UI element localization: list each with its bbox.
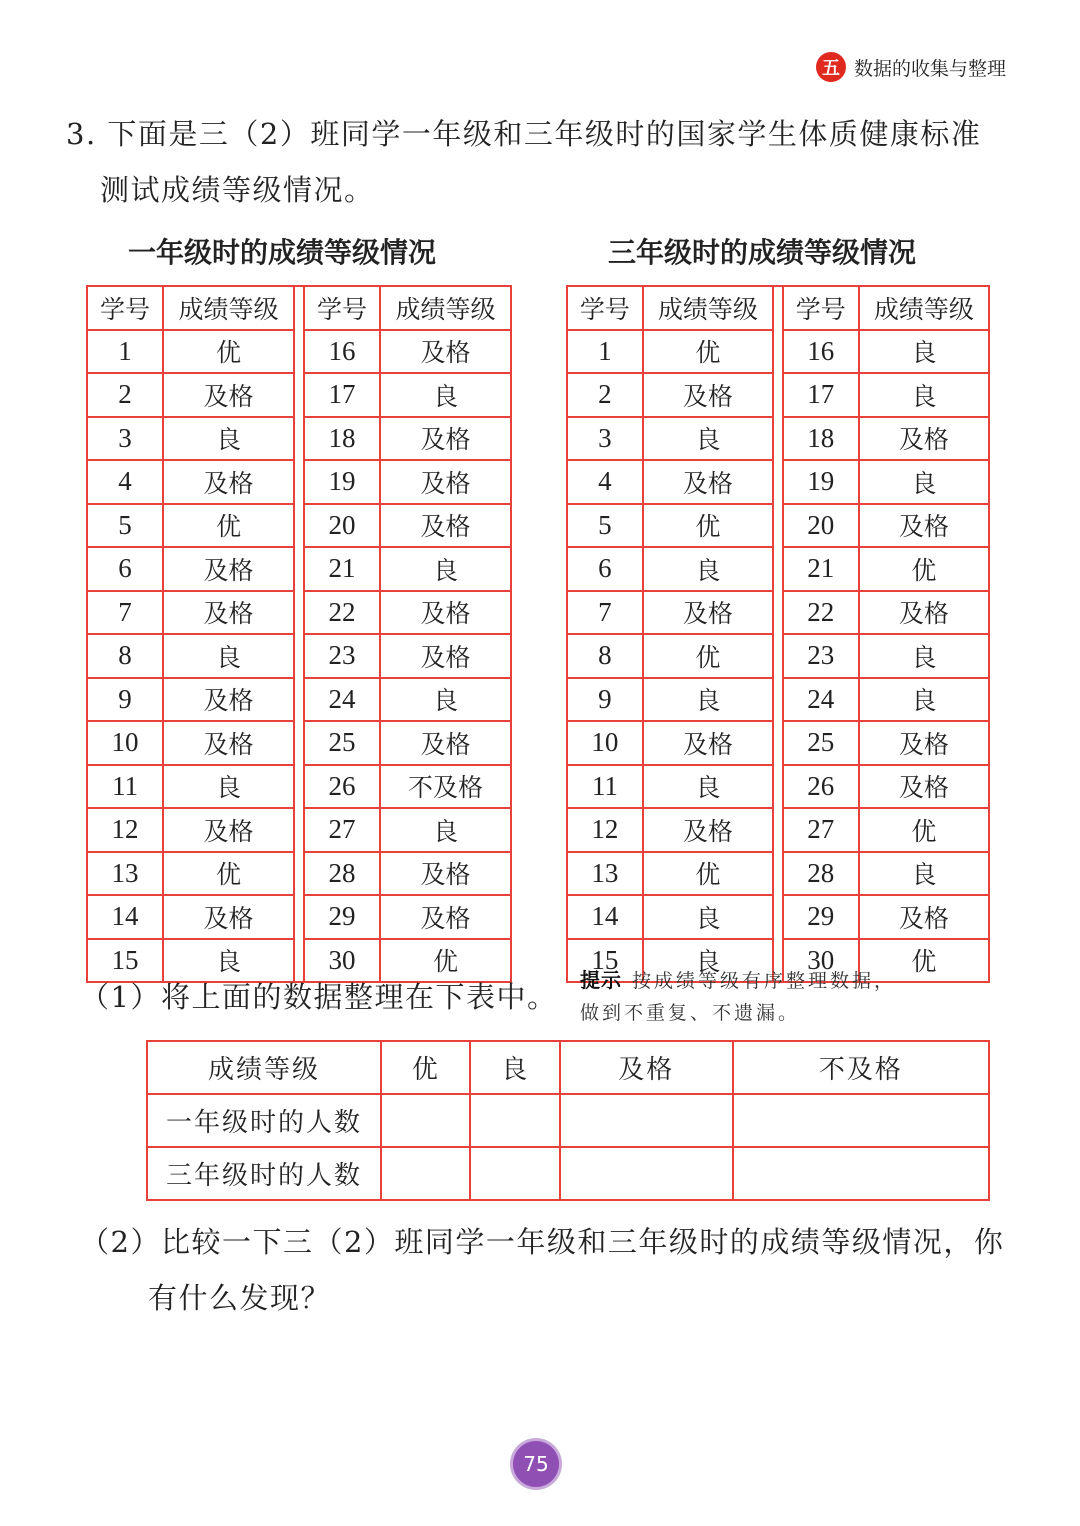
- question-line-2: 测试成绩等级情况。: [100, 173, 375, 207]
- header-cell: 成绩等级: [380, 286, 511, 330]
- answer-cell[interactable]: [381, 1147, 470, 1200]
- page-number: 75: [513, 1441, 559, 1487]
- student-id-cell: 8: [87, 634, 163, 678]
- grade-cell: 良: [380, 373, 511, 417]
- student-id-cell: 7: [567, 591, 643, 635]
- table-row: [87, 591, 511, 635]
- table-row: [567, 634, 989, 678]
- column-divider: [773, 808, 783, 852]
- student-id-cell: 7: [87, 591, 163, 635]
- grade-cell: 及格: [163, 547, 294, 591]
- column-divider: [294, 721, 304, 765]
- answer-cell[interactable]: [560, 1094, 733, 1147]
- student-id-cell: 14: [567, 895, 643, 939]
- grade-cell: 及格: [380, 417, 511, 461]
- student-id-cell: 19: [304, 460, 380, 504]
- grade-cell: 及格: [643, 460, 773, 504]
- student-id-cell: 8: [567, 634, 643, 678]
- column-divider: [773, 504, 783, 548]
- hint-label: 提示: [580, 968, 622, 992]
- grade-cell: 及格: [859, 765, 989, 809]
- student-id-cell: 26: [304, 765, 380, 809]
- student-id-cell: 20: [783, 504, 859, 548]
- grade-cell: 及格: [380, 460, 511, 504]
- table-row: [87, 460, 511, 504]
- grade-cell: 良: [859, 330, 989, 374]
- grade-cell: 及格: [380, 634, 511, 678]
- header-cell: 成绩等级: [163, 286, 294, 330]
- student-id-cell: 4: [567, 460, 643, 504]
- student-id-cell: 23: [304, 634, 380, 678]
- question-line-1: 3. 下面是三（2）班同学一年级和三年级时的国家学生体质健康标准: [66, 117, 982, 151]
- grade-cell: 及格: [380, 330, 511, 374]
- student-id-cell: 5: [87, 504, 163, 548]
- student-id-cell: 11: [87, 765, 163, 809]
- student-id-cell: 18: [783, 417, 859, 461]
- summary-header-cell: 良: [470, 1041, 559, 1094]
- grade-cell: 优: [859, 547, 989, 591]
- table-row: [567, 765, 989, 809]
- grade-cell: 良: [859, 852, 989, 896]
- student-id-cell: 30: [304, 939, 380, 983]
- grade-cell: 及格: [859, 591, 989, 635]
- table-row: [87, 895, 511, 939]
- table-row: [567, 721, 989, 765]
- sub-question-1: （1）将上面的数据整理在下表中。: [80, 980, 558, 1014]
- header-cell: 学号: [87, 286, 163, 330]
- header-cell: 成绩等级: [643, 286, 773, 330]
- student-id-cell: 21: [783, 547, 859, 591]
- table-row: [567, 852, 989, 896]
- summary-header-cell: 不及格: [733, 1041, 989, 1094]
- table-row: [87, 808, 511, 852]
- student-id-cell: 16: [304, 330, 380, 374]
- grade-cell: 良: [643, 678, 773, 722]
- grade-cell: 良: [380, 678, 511, 722]
- grade-cell: 优: [643, 852, 773, 896]
- grade-cell: 优: [163, 852, 294, 896]
- column-divider: [294, 373, 304, 417]
- hint-line-1: 按成绩等级有序整理数据，: [632, 970, 897, 992]
- sub-question-2-line-2: 有什么发现？: [148, 1281, 332, 1315]
- student-id-cell: 20: [304, 504, 380, 548]
- student-id-cell: 9: [567, 678, 643, 722]
- table-row: [87, 852, 511, 896]
- grade-cell: 良: [163, 634, 294, 678]
- student-id-cell: 6: [87, 547, 163, 591]
- grade-cell: 及格: [163, 895, 294, 939]
- grade-cell: 及格: [163, 460, 294, 504]
- header-cell: 学号: [304, 286, 380, 330]
- answer-cell[interactable]: [470, 1094, 559, 1147]
- table-row: [567, 460, 989, 504]
- student-id-cell: 29: [783, 895, 859, 939]
- summary-header-cell: 优: [381, 1041, 470, 1094]
- grade-cell: 及格: [380, 591, 511, 635]
- student-id-cell: 4: [87, 460, 163, 504]
- table-row: [567, 504, 989, 548]
- column-divider: [773, 286, 783, 330]
- student-id-cell: 27: [783, 808, 859, 852]
- grade-cell: 及格: [643, 373, 773, 417]
- grade-cell: 良: [163, 939, 294, 983]
- column-divider: [773, 330, 783, 374]
- grade-cell: 优: [643, 634, 773, 678]
- grade-cell: 优: [163, 330, 294, 374]
- table-row: [87, 765, 511, 809]
- header-cell: 学号: [783, 286, 859, 330]
- column-divider: [294, 591, 304, 635]
- grade-cell: 良: [859, 460, 989, 504]
- student-id-cell: 23: [783, 634, 859, 678]
- grade-cell: 及格: [643, 591, 773, 635]
- grade-cell: 良: [163, 765, 294, 809]
- column-divider: [773, 895, 783, 939]
- grade-cell: 优: [643, 504, 773, 548]
- student-id-cell: 11: [567, 765, 643, 809]
- grade-cell: 及格: [380, 895, 511, 939]
- table-row: [567, 330, 989, 374]
- column-divider: [294, 286, 304, 330]
- summary-header-row: [147, 1041, 989, 1094]
- table-row: [87, 373, 511, 417]
- header-cell: 成绩等级: [859, 286, 989, 330]
- grade-cell: 良: [643, 765, 773, 809]
- column-divider: [773, 634, 783, 678]
- student-id-cell: 5: [567, 504, 643, 548]
- student-id-cell: 14: [87, 895, 163, 939]
- grade-table-grade3: [566, 285, 990, 983]
- grade-cell: 良: [859, 373, 989, 417]
- student-id-cell: 18: [304, 417, 380, 461]
- column-divider: [773, 765, 783, 809]
- summary-row-label: 一年级时的人数: [147, 1094, 381, 1147]
- grade-cell: 良: [643, 895, 773, 939]
- grade-cell: 及格: [859, 504, 989, 548]
- student-id-cell: 25: [304, 721, 380, 765]
- grade-cell: 优: [643, 330, 773, 374]
- table-row: [87, 330, 511, 374]
- grade-cell: 良: [859, 634, 989, 678]
- student-id-cell: 6: [567, 547, 643, 591]
- student-id-cell: 22: [783, 591, 859, 635]
- student-id-cell: 30: [783, 939, 859, 983]
- column-divider: [294, 634, 304, 678]
- student-id-cell: 26: [783, 765, 859, 809]
- column-divider: [294, 895, 304, 939]
- student-id-cell: 19: [783, 460, 859, 504]
- summary-header-cell: 及格: [560, 1041, 733, 1094]
- table-header-row: [87, 286, 511, 330]
- chapter-badge: 五: [816, 52, 846, 82]
- grade-cell: 良: [380, 808, 511, 852]
- grade-cell: 优: [859, 808, 989, 852]
- student-id-cell: 13: [87, 852, 163, 896]
- grade-cell: 良: [163, 417, 294, 461]
- table-row: [567, 678, 989, 722]
- grade-cell: 良: [643, 547, 773, 591]
- grade-cell: 及格: [163, 373, 294, 417]
- summary-header-cell: 成绩等级: [147, 1041, 381, 1094]
- column-divider: [773, 591, 783, 635]
- column-divider: [294, 852, 304, 896]
- column-divider: [773, 460, 783, 504]
- student-id-cell: 10: [87, 721, 163, 765]
- table-row: [87, 417, 511, 461]
- sub-question-2-line-1: （2）比较一下三（2）班同学一年级和三年级时的成绩等级情况，你: [80, 1225, 1005, 1259]
- grade-cell: 及格: [163, 808, 294, 852]
- summary-row-grade1: [147, 1094, 989, 1147]
- column-divider: [294, 808, 304, 852]
- table-row: [567, 808, 989, 852]
- table-row: [567, 373, 989, 417]
- chapter-header: [816, 52, 1006, 82]
- table-row: [87, 721, 511, 765]
- column-divider: [294, 765, 304, 809]
- student-id-cell: 13: [567, 852, 643, 896]
- grade-cell: 优: [380, 939, 511, 983]
- grade-cell: 良: [643, 417, 773, 461]
- grade-cell: 优: [859, 939, 989, 983]
- column-divider: [773, 373, 783, 417]
- column-divider: [294, 330, 304, 374]
- table-row: [87, 504, 511, 548]
- table-row: [87, 634, 511, 678]
- column-divider: [773, 852, 783, 896]
- table-row: [567, 417, 989, 461]
- grade-cell: 及格: [643, 808, 773, 852]
- grade-cell: 良: [859, 678, 989, 722]
- grade-cell: 及格: [859, 417, 989, 461]
- grade-cell: 及格: [859, 721, 989, 765]
- student-id-cell: 3: [567, 417, 643, 461]
- grade-cell: 良: [643, 939, 773, 983]
- table-row: [567, 895, 989, 939]
- column-divider: [294, 417, 304, 461]
- student-id-cell: 12: [567, 808, 643, 852]
- student-id-cell: 25: [783, 721, 859, 765]
- student-id-cell: 24: [304, 678, 380, 722]
- table-header-row: [567, 286, 989, 330]
- answer-cell[interactable]: [560, 1147, 733, 1200]
- grade-cell: 及格: [163, 591, 294, 635]
- student-id-cell: 24: [783, 678, 859, 722]
- column-divider: [294, 460, 304, 504]
- answer-cell[interactable]: [381, 1094, 470, 1147]
- grade-cell: 及格: [643, 721, 773, 765]
- hint-line-2: 做到不重复、不遗漏。: [580, 1002, 801, 1024]
- student-id-cell: 1: [87, 330, 163, 374]
- column-divider: [294, 504, 304, 548]
- student-id-cell: 28: [783, 852, 859, 896]
- student-id-cell: 2: [567, 373, 643, 417]
- student-id-cell: 21: [304, 547, 380, 591]
- answer-cell[interactable]: [470, 1147, 559, 1200]
- table1-title: 一年级时的成绩等级情况: [128, 236, 437, 269]
- grade-cell: 良: [380, 547, 511, 591]
- grade-cell: 及格: [163, 678, 294, 722]
- column-divider: [773, 547, 783, 591]
- student-id-cell: 29: [304, 895, 380, 939]
- student-id-cell: 16: [783, 330, 859, 374]
- student-id-cell: 12: [87, 808, 163, 852]
- grade-cell: 及格: [380, 852, 511, 896]
- grade-cell: 及格: [380, 721, 511, 765]
- column-divider: [773, 721, 783, 765]
- grade-cell: 及格: [859, 895, 989, 939]
- grade-cell: 优: [163, 504, 294, 548]
- student-id-cell: 10: [567, 721, 643, 765]
- student-id-cell: 2: [87, 373, 163, 417]
- answer-cell[interactable]: [733, 1094, 989, 1147]
- table-row: [87, 678, 511, 722]
- table2-title: 三年级时的成绩等级情况: [608, 236, 917, 269]
- grade-cell: 不及格: [380, 765, 511, 809]
- header-cell: 学号: [567, 286, 643, 330]
- summary-row-grade3: [147, 1147, 989, 1200]
- student-id-cell: 27: [304, 808, 380, 852]
- answer-cell[interactable]: [733, 1147, 989, 1200]
- student-id-cell: 17: [783, 373, 859, 417]
- student-id-cell: 9: [87, 678, 163, 722]
- student-id-cell: 15: [87, 939, 163, 983]
- summary-row-label: 三年级时的人数: [147, 1147, 381, 1200]
- summary-table: [146, 1040, 990, 1201]
- table-row: [567, 591, 989, 635]
- student-id-cell: 28: [304, 852, 380, 896]
- table-row: [87, 547, 511, 591]
- student-id-cell: 15: [567, 939, 643, 983]
- column-divider: [294, 678, 304, 722]
- student-id-cell: 1: [567, 330, 643, 374]
- grade-cell: 及格: [163, 721, 294, 765]
- column-divider: [773, 678, 783, 722]
- column-divider: [294, 547, 304, 591]
- grade-cell: 及格: [380, 504, 511, 548]
- student-id-cell: 22: [304, 591, 380, 635]
- student-id-cell: 17: [304, 373, 380, 417]
- table-row: [567, 547, 989, 591]
- hint-box: [580, 964, 896, 1029]
- grade-table-grade1: [86, 285, 512, 983]
- column-divider: [773, 417, 783, 461]
- chapter-title: 数据的收集与整理: [853, 57, 1006, 80]
- student-id-cell: 3: [87, 417, 163, 461]
